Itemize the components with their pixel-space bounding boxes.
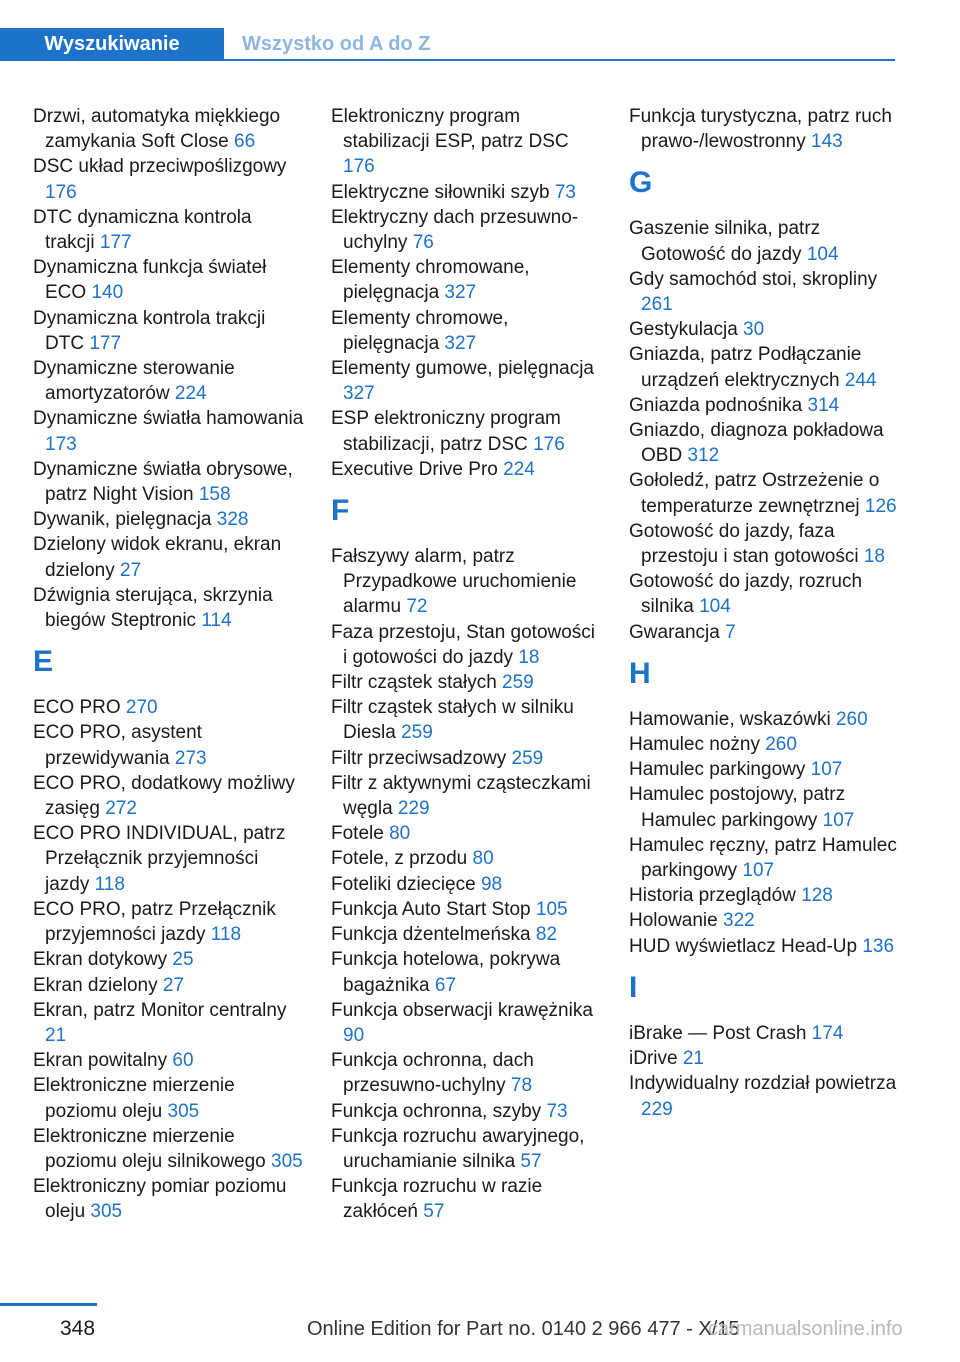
entry-term: Dynamiczne światła obrysowe, patrz Night Vision bbox=[33, 458, 293, 506]
entry-term: ECO PRO bbox=[33, 697, 126, 719]
page-reference-link[interactable]: 104 bbox=[806, 243, 839, 265]
entry-term: Gniazdo, diagnoza pokładowa OBD bbox=[629, 420, 884, 467]
index-entry bbox=[33, 720, 305, 770]
entry-term: Hamowanie, wskazówki bbox=[629, 708, 836, 730]
entry-term: Funkcja rozruchu awaryjnego, uruchamianie silnika bbox=[331, 1125, 585, 1172]
page-reference-link[interactable]: 176 bbox=[45, 181, 77, 203]
entry-term: Hamulec ręczny, patrz Hamulec parkingowy bbox=[629, 834, 897, 882]
index-entry bbox=[331, 1048, 603, 1098]
index-entry bbox=[629, 934, 901, 959]
page-reference-link[interactable]: 327 bbox=[343, 383, 375, 405]
entry-term: Elektroniczny pomiar poziomu oleju bbox=[33, 1176, 287, 1223]
index-entry bbox=[331, 406, 603, 456]
entry-term: Gaszenie silnika, patrz Gotowość do jazdy bbox=[629, 218, 821, 265]
index-entry bbox=[629, 1071, 901, 1121]
page-reference-link[interactable]: 305 bbox=[271, 1150, 303, 1172]
header-bar bbox=[0, 28, 895, 61]
page-reference-link[interactable]: 27 bbox=[120, 559, 142, 581]
page-reference-link[interactable]: 177 bbox=[99, 232, 132, 254]
index-entry bbox=[331, 695, 603, 745]
page-reference-link[interactable]: 305 bbox=[90, 1201, 123, 1223]
entry-term: DSC układ przeciwpoślizgowy bbox=[33, 156, 287, 178]
index-entry bbox=[331, 947, 603, 997]
page-reference-link[interactable]: 82 bbox=[535, 924, 558, 946]
entry-term: Dzielony widok ekranu, ekran dzielony bbox=[33, 534, 282, 581]
page-reference-link[interactable]: 136 bbox=[862, 935, 895, 957]
page-reference-link[interactable]: 259 bbox=[401, 722, 433, 744]
index-column-2 bbox=[331, 104, 603, 1225]
entry-term: ECO PRO INDIVIDUAL, patrz Przełącznik przyjemności jazdy bbox=[33, 823, 286, 895]
index-entry bbox=[331, 255, 603, 305]
entry-term: Fotele, z przodu bbox=[331, 848, 473, 870]
page-reference-link[interactable]: 327 bbox=[444, 332, 477, 354]
page-reference-link[interactable]: 140 bbox=[91, 282, 124, 304]
index-entry bbox=[33, 356, 305, 406]
entry-term: Elektroniczne mierzenie poziomu oleju silnikowego bbox=[33, 1125, 272, 1172]
page-reference-link[interactable]: 21 bbox=[45, 1024, 67, 1046]
entry-term: Elementy gumowe, pielęgnacja bbox=[331, 358, 594, 380]
entry-term: Indywidualny rozdział powietrza bbox=[629, 1073, 897, 1095]
index-entry bbox=[331, 205, 603, 255]
page-number: 348 bbox=[60, 1317, 96, 1340]
index-entry bbox=[331, 771, 603, 821]
page-reference-link[interactable]: 259 bbox=[511, 747, 544, 769]
index-entry bbox=[33, 1048, 305, 1073]
entry-term: Elektryczny dach przesuwno-uchylny bbox=[331, 206, 579, 254]
index-entry bbox=[331, 897, 603, 922]
index-column-1 bbox=[33, 104, 305, 1225]
index-entry bbox=[629, 569, 901, 619]
page-reference-link[interactable]: 67 bbox=[434, 974, 457, 996]
entry-term: Filtr cząstek stałych bbox=[331, 672, 503, 694]
page-reference-link[interactable]: 60 bbox=[172, 1050, 194, 1072]
page-reference-link[interactable]: 143 bbox=[811, 131, 843, 153]
page-reference-link[interactable]: 73 bbox=[554, 181, 576, 203]
page-reference-link[interactable]: 76 bbox=[412, 232, 434, 254]
index-entry bbox=[331, 356, 603, 406]
entry-term: Dywanik, pielęgnacja bbox=[33, 509, 217, 531]
page-reference-link[interactable]: 21 bbox=[682, 1048, 704, 1070]
entry-term: ECO PRO, patrz Przełącznik przyjemności jazdy bbox=[33, 898, 276, 946]
index-entry bbox=[33, 532, 305, 582]
index-entry bbox=[629, 468, 901, 518]
page-reference-link[interactable]: 260 bbox=[765, 734, 797, 756]
entry-term: Hamulec parkingowy bbox=[629, 759, 811, 781]
index-column-3 bbox=[629, 104, 901, 1122]
index-entry bbox=[331, 846, 603, 871]
edition-note: Online Edition for Part no. 0140 2 966 477 - X/15 bbox=[307, 1318, 740, 1340]
index-entry bbox=[33, 695, 305, 720]
entry-term: Filtr przeciwsadzowy bbox=[331, 747, 512, 769]
entry-term: Ekran, patrz Monitor centralny bbox=[33, 999, 287, 1021]
page-reference-link[interactable]: 224 bbox=[174, 383, 207, 405]
page-reference-link[interactable]: 30 bbox=[743, 319, 765, 341]
page-reference-link[interactable]: 90 bbox=[343, 1024, 365, 1046]
entry-term: ECO PRO, asystent przewidywania bbox=[33, 722, 202, 769]
index-entry bbox=[629, 342, 901, 392]
entry-term: Gestykulacja bbox=[629, 319, 744, 341]
entry-term: iDrive bbox=[629, 1048, 683, 1070]
index-entry bbox=[629, 707, 901, 732]
index-entry bbox=[33, 1073, 305, 1123]
page-reference-link[interactable]: 272 bbox=[105, 798, 137, 820]
index-entry bbox=[33, 998, 305, 1048]
page-reference-link[interactable]: 327 bbox=[444, 282, 477, 304]
index-entry bbox=[331, 1124, 603, 1174]
entry-term: Funkcja turystyczna, patrz ruch prawo-/lewostronny bbox=[629, 106, 892, 153]
entry-term: Elektryczne siłowniki szyb bbox=[331, 181, 555, 203]
entry-term: Gniazda, patrz Podłączanie urządzeń elektrycznych bbox=[629, 344, 862, 391]
page-reference-link[interactable]: 118 bbox=[94, 873, 125, 895]
index-entry bbox=[33, 897, 305, 947]
index-entry bbox=[629, 620, 901, 645]
index-entry bbox=[33, 457, 305, 507]
index-entry bbox=[629, 757, 901, 782]
index-entry bbox=[33, 947, 305, 972]
page-reference-link[interactable]: 57 bbox=[520, 1150, 542, 1172]
entry-term: HUD wyświetlacz Head-Up bbox=[629, 935, 863, 957]
entry-term: Funkcja dżentelmeńska bbox=[331, 924, 536, 946]
section-letter: E bbox=[33, 645, 54, 679]
entry-term: Ekran powitalny bbox=[33, 1050, 173, 1072]
index-entry bbox=[331, 746, 603, 771]
index-entry bbox=[331, 1174, 603, 1224]
entry-term: Dynamiczna kontrola trakcji DTC bbox=[33, 307, 266, 354]
index-entry bbox=[33, 973, 305, 998]
index-entry bbox=[629, 883, 901, 908]
index-entry bbox=[33, 583, 305, 633]
index-entry bbox=[33, 821, 305, 897]
index-entry bbox=[331, 821, 603, 846]
page-reference-link[interactable]: 244 bbox=[844, 369, 877, 391]
page-reference-link[interactable]: 177 bbox=[89, 332, 122, 354]
entry-term: Funkcja ochronna, szyby bbox=[331, 1100, 547, 1122]
index-entry bbox=[331, 620, 603, 670]
index-entry bbox=[33, 154, 305, 204]
page-reference-link[interactable]: 118 bbox=[210, 924, 242, 946]
footer-rule bbox=[0, 1303, 97, 1306]
page-reference-link[interactable]: 328 bbox=[216, 509, 249, 531]
index-entry bbox=[33, 306, 305, 356]
page-reference-link[interactable]: 27 bbox=[162, 974, 185, 996]
index-entry bbox=[629, 393, 901, 418]
section-letter: G bbox=[629, 166, 653, 200]
entry-term: Elektroniczny program stabilizacji ESP, patrz DSC bbox=[331, 106, 569, 153]
page-reference-link[interactable]: 105 bbox=[535, 898, 568, 920]
entry-term: Dynamiczna funkcja świateł ECO bbox=[33, 257, 267, 304]
entry-term: ESP elektroniczny program stabilizacji, patrz DSC bbox=[331, 408, 561, 455]
entry-term: Funkcja ochronna, dach przesuwno-uchylny bbox=[331, 1050, 534, 1097]
page-reference-link[interactable]: 18 bbox=[518, 646, 540, 668]
entry-term: Executive Drive Pro bbox=[331, 458, 504, 480]
page-reference-link[interactable]: 158 bbox=[198, 484, 231, 506]
page-reference-link[interactable]: 78 bbox=[510, 1075, 533, 1097]
entry-term: Funkcja obserwacji krawężnika bbox=[331, 999, 593, 1021]
entry-term: Gniazda podnośnika bbox=[629, 394, 808, 416]
index-entry bbox=[331, 922, 603, 947]
entry-term: Fotele bbox=[331, 823, 390, 845]
index-entry bbox=[331, 180, 603, 205]
entry-term: Dźwignia sterująca, skrzynia biegów Steptronic bbox=[33, 584, 273, 632]
page-reference-link[interactable]: 176 bbox=[343, 156, 375, 178]
tab-wyszukiwanie[interactable]: Wyszukiwanie bbox=[0, 28, 224, 61]
page-reference-link[interactable]: 224 bbox=[503, 458, 535, 480]
index-entry bbox=[33, 771, 305, 821]
page-reference-link[interactable]: 104 bbox=[699, 596, 731, 618]
page-reference-link[interactable]: 173 bbox=[45, 433, 77, 455]
index-entry bbox=[629, 732, 901, 757]
entry-term: Gwarancja bbox=[629, 621, 726, 643]
index-entry bbox=[629, 908, 901, 933]
entry-term: Elementy chromowane, pielęgnacja bbox=[331, 257, 530, 304]
entry-term: Funkcja Auto Start Stop bbox=[331, 898, 536, 920]
entry-term: Elementy chromowe, pielęgnacja bbox=[331, 307, 509, 354]
entry-term: Holowanie bbox=[629, 910, 723, 932]
page-reference-link[interactable]: 114 bbox=[201, 610, 232, 632]
page-reference-link[interactable]: 305 bbox=[167, 1100, 200, 1122]
page-reference-link[interactable]: 259 bbox=[502, 672, 534, 694]
entry-term: Gołoledź, patrz Ostrzeżenie o temperaturze zewnętrznej bbox=[629, 470, 880, 517]
page-reference-link[interactable]: 322 bbox=[723, 910, 755, 932]
page-reference-link[interactable]: 229 bbox=[641, 1098, 673, 1120]
page-reference-link[interactable]: 107 bbox=[822, 809, 855, 831]
page-reference-link[interactable]: 176 bbox=[533, 433, 565, 455]
index-entry bbox=[629, 1021, 901, 1046]
index-entry bbox=[629, 833, 901, 883]
index-entry bbox=[33, 205, 305, 255]
page-reference-link[interactable]: 80 bbox=[389, 823, 411, 845]
page-reference-link[interactable]: 72 bbox=[406, 596, 428, 618]
index-entry bbox=[33, 507, 305, 532]
index-entry bbox=[331, 1099, 603, 1124]
entry-term: Drzwi, automatyka miękkiego zamykania Soft Close bbox=[33, 106, 281, 153]
page-reference-link[interactable]: 174 bbox=[811, 1022, 844, 1044]
page-reference-link[interactable]: 128 bbox=[801, 885, 833, 907]
entry-term: Ekran dzielony bbox=[33, 974, 163, 996]
page-reference-link[interactable]: 273 bbox=[174, 747, 207, 769]
index-entry bbox=[331, 872, 603, 897]
index-entry bbox=[33, 1124, 305, 1174]
index-entry bbox=[629, 317, 901, 342]
page-reference-link[interactable]: 107 bbox=[810, 759, 843, 781]
entry-term: Filtr z aktywnymi cząsteczkami węgla bbox=[331, 772, 591, 820]
page-reference-link[interactable]: 25 bbox=[172, 949, 194, 971]
entry-term: iBrake — Post Crash bbox=[629, 1022, 812, 1044]
entry-term: Gdy samochód stoi, skropliny bbox=[629, 268, 878, 290]
entry-term: Elektroniczne mierzenie poziomu oleju bbox=[33, 1075, 235, 1122]
entry-term: Historia przeglądów bbox=[629, 885, 802, 907]
page-reference-link[interactable]: 98 bbox=[480, 873, 503, 895]
page-reference-link[interactable]: 126 bbox=[864, 495, 897, 517]
page-reference-link[interactable]: 57 bbox=[423, 1201, 445, 1223]
page-reference-link[interactable]: 270 bbox=[125, 697, 158, 719]
entry-term: Hamulec nożny bbox=[629, 734, 766, 756]
entry-term: Funkcja hotelowa, pokrywa bagażnika bbox=[331, 949, 561, 996]
entry-term: Gotowość do jazdy, rozruch silnika bbox=[629, 571, 863, 618]
entry-term: Gotowość do jazdy, faza przestoju i stan gotowości bbox=[629, 520, 864, 568]
section-letter: I bbox=[629, 970, 638, 1004]
index-entry bbox=[331, 104, 603, 180]
index-entry bbox=[629, 216, 901, 266]
page-reference-link[interactable]: 229 bbox=[397, 798, 430, 820]
watermark: carmanualsonline.info bbox=[708, 1318, 903, 1340]
page-reference-link[interactable]: 18 bbox=[863, 546, 885, 568]
entry-term: Dynamiczne sterowanie amortyzatorów bbox=[33, 358, 235, 405]
index-entry bbox=[331, 998, 603, 1048]
index-entry bbox=[331, 670, 603, 695]
index-entry bbox=[629, 519, 901, 569]
entry-term: DTC dynamiczna kontrola trakcji bbox=[33, 206, 252, 254]
page-reference-link[interactable]: 7 bbox=[725, 621, 736, 643]
page-reference-link[interactable]: 80 bbox=[472, 848, 494, 870]
page-reference-link[interactable]: 314 bbox=[807, 394, 840, 416]
page-reference-link[interactable]: 261 bbox=[641, 294, 673, 316]
entry-term: Foteliki dziecięce bbox=[331, 873, 481, 895]
entry-term: Hamulec postojowy, patrz Hamulec parkingowy bbox=[629, 784, 846, 831]
index-entry bbox=[629, 782, 901, 832]
entry-term: Faza przestoju, Stan gotowości i gotowości do jazdy bbox=[331, 621, 596, 668]
entry-term: Fałszywy alarm, patrz Przypadkowe uruchomienie alarmu bbox=[331, 546, 577, 618]
page-reference-link[interactable]: 66 bbox=[234, 131, 256, 153]
page-reference-link[interactable]: 312 bbox=[687, 445, 720, 467]
page-reference-link[interactable]: 73 bbox=[546, 1100, 568, 1122]
index-entry bbox=[33, 1174, 305, 1224]
index-entry bbox=[629, 104, 901, 154]
entry-term: ECO PRO, dodatkowy możliwy zasięg bbox=[33, 772, 295, 820]
entry-term: Filtr cząstek stałych w silniku Diesla bbox=[331, 697, 574, 744]
index-entry bbox=[33, 255, 305, 305]
tab-wszystko-od-a-do-z[interactable]: Wszystko od A do Z bbox=[242, 33, 431, 55]
index-entry bbox=[629, 418, 901, 468]
index-entry bbox=[33, 104, 305, 154]
index-entry bbox=[331, 457, 603, 482]
entry-term: Ekran dotykowy bbox=[33, 949, 173, 971]
page-reference-link[interactable]: 260 bbox=[835, 708, 868, 730]
index-entry bbox=[331, 306, 603, 356]
entry-term: Dynamiczne światła hamowania bbox=[33, 408, 304, 430]
index-entry bbox=[629, 1046, 901, 1071]
index-entry bbox=[33, 406, 305, 456]
page-reference-link[interactable]: 107 bbox=[742, 860, 775, 882]
index-entry bbox=[331, 544, 603, 620]
section-letter: H bbox=[629, 656, 651, 690]
index-entry bbox=[629, 267, 901, 317]
section-letter: F bbox=[331, 494, 350, 528]
entry-term: Funkcja rozruchu w razie zakłóceń bbox=[331, 1176, 543, 1223]
